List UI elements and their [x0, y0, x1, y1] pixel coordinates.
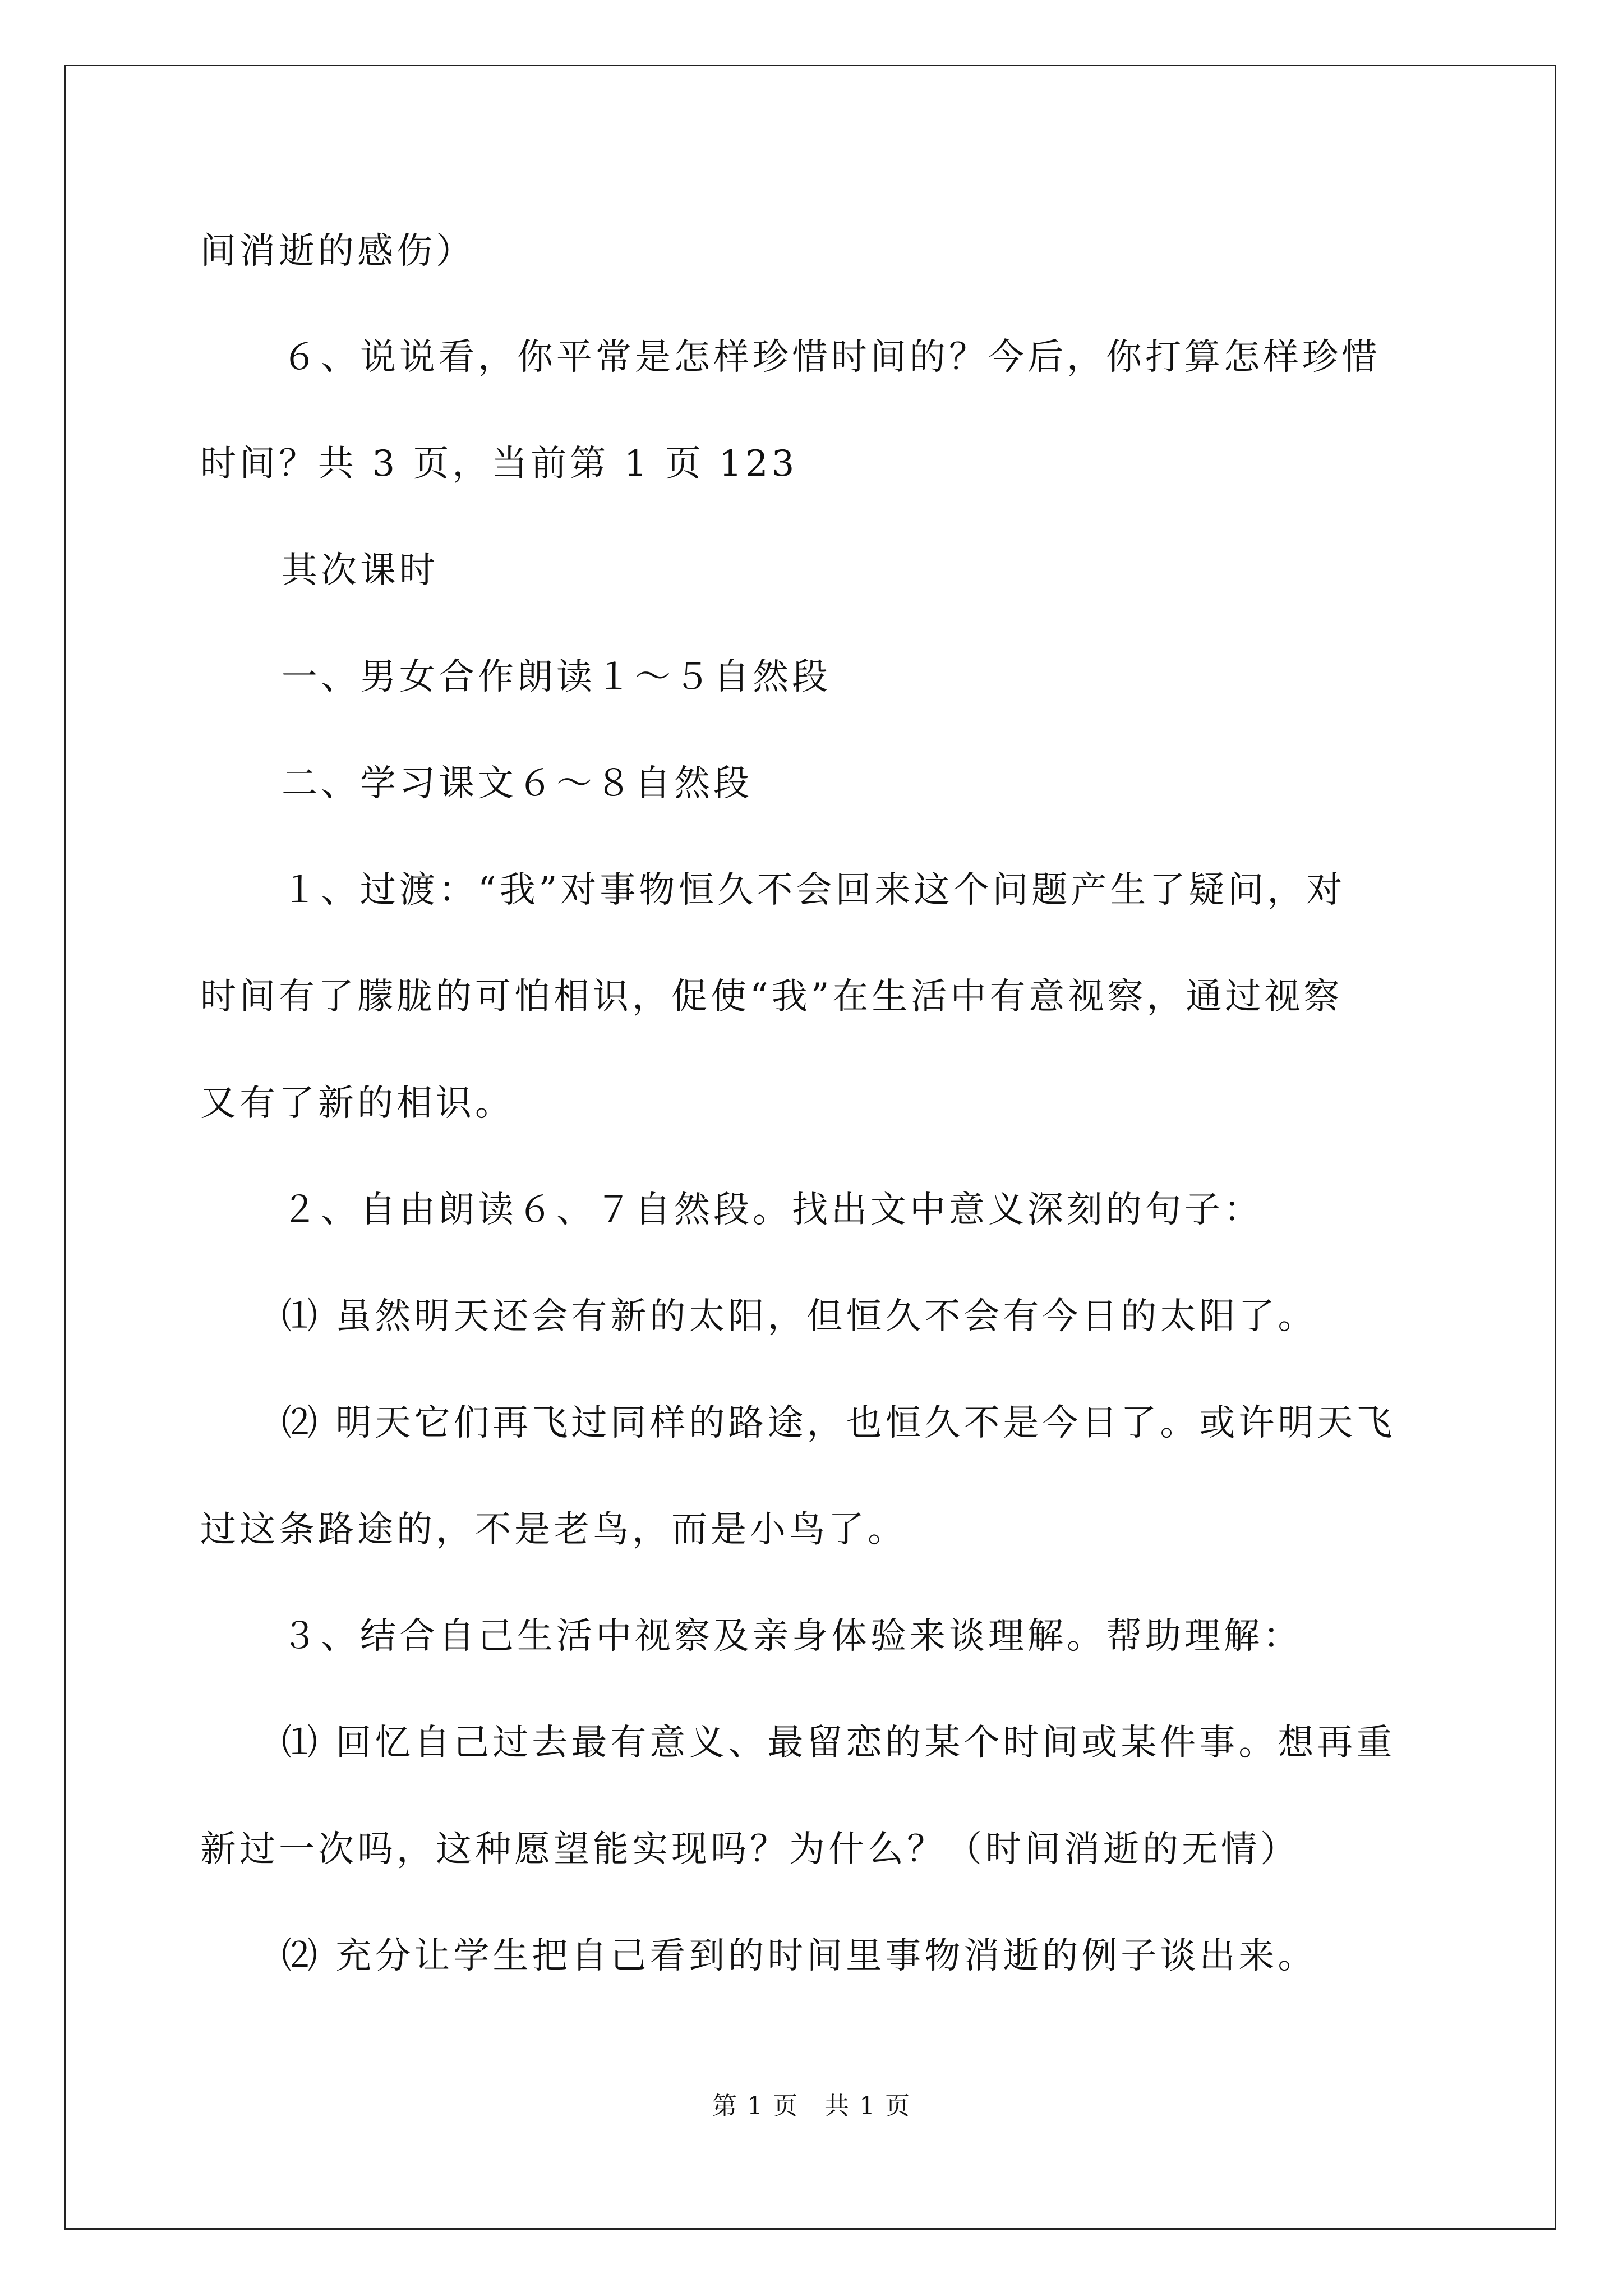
text-line: 一、男女合作朗读１～５自然段 [282, 656, 831, 698]
text-line: ２、自由朗读６、７自然段。找出文中意义深刻的句子： [282, 1189, 1263, 1231]
text-line: 又有了新的相识。 [200, 1083, 514, 1124]
section-heading: 其次课时 [282, 550, 439, 591]
text-line: 过这条路途的，不是老鸟，而是小鸟了。 [200, 1509, 907, 1550]
text-line: 新过一次吗，这种愿望能实现吗？为什么？（时间消逝的无情） [200, 1829, 1299, 1870]
page-footer: 第 1 页 共 1 页 [712, 2092, 911, 2120]
text-line: 二、学习课文６～８自然段 [282, 763, 753, 804]
text-line: ⑵ 充分让学生把自己看到的时间里事物消逝的例子谈出来。 [282, 1935, 1317, 1977]
page-border [64, 65, 1556, 2230]
text-line: ⑵ 明天它们再飞过同样的路途，也恒久不是今日了。或许明天飞 [282, 1402, 1396, 1444]
text-line: ⑴ 虽然明天还会有新的太阳，但恒久不会有今日的太阳了。 [282, 1296, 1317, 1337]
text-line: 间消逝的感伤） [200, 231, 475, 272]
text-line: 时间？共 3 页，当前第 1 页 123 [200, 443, 798, 485]
text-line: 时间有了朦胧的可怕相识，促使“我”在生活中有意视察，通过视察 [200, 976, 1343, 1018]
text-line: １、过渡：“我”对事物恒久不会回来这个问题产生了疑问，对 [282, 869, 1346, 911]
text-line: ３、结合自己生活中视察及亲身体验来谈理解。帮助理解： [282, 1616, 1302, 1657]
text-line: ６、说说看，你平常是怎样珍惜时间的？今后，你打算怎样珍惜 [282, 337, 1381, 378]
text-line: ⑴ 回忆自己过去最有意义、最留恋的某个时间或某件事。想再重 [282, 1722, 1396, 1764]
